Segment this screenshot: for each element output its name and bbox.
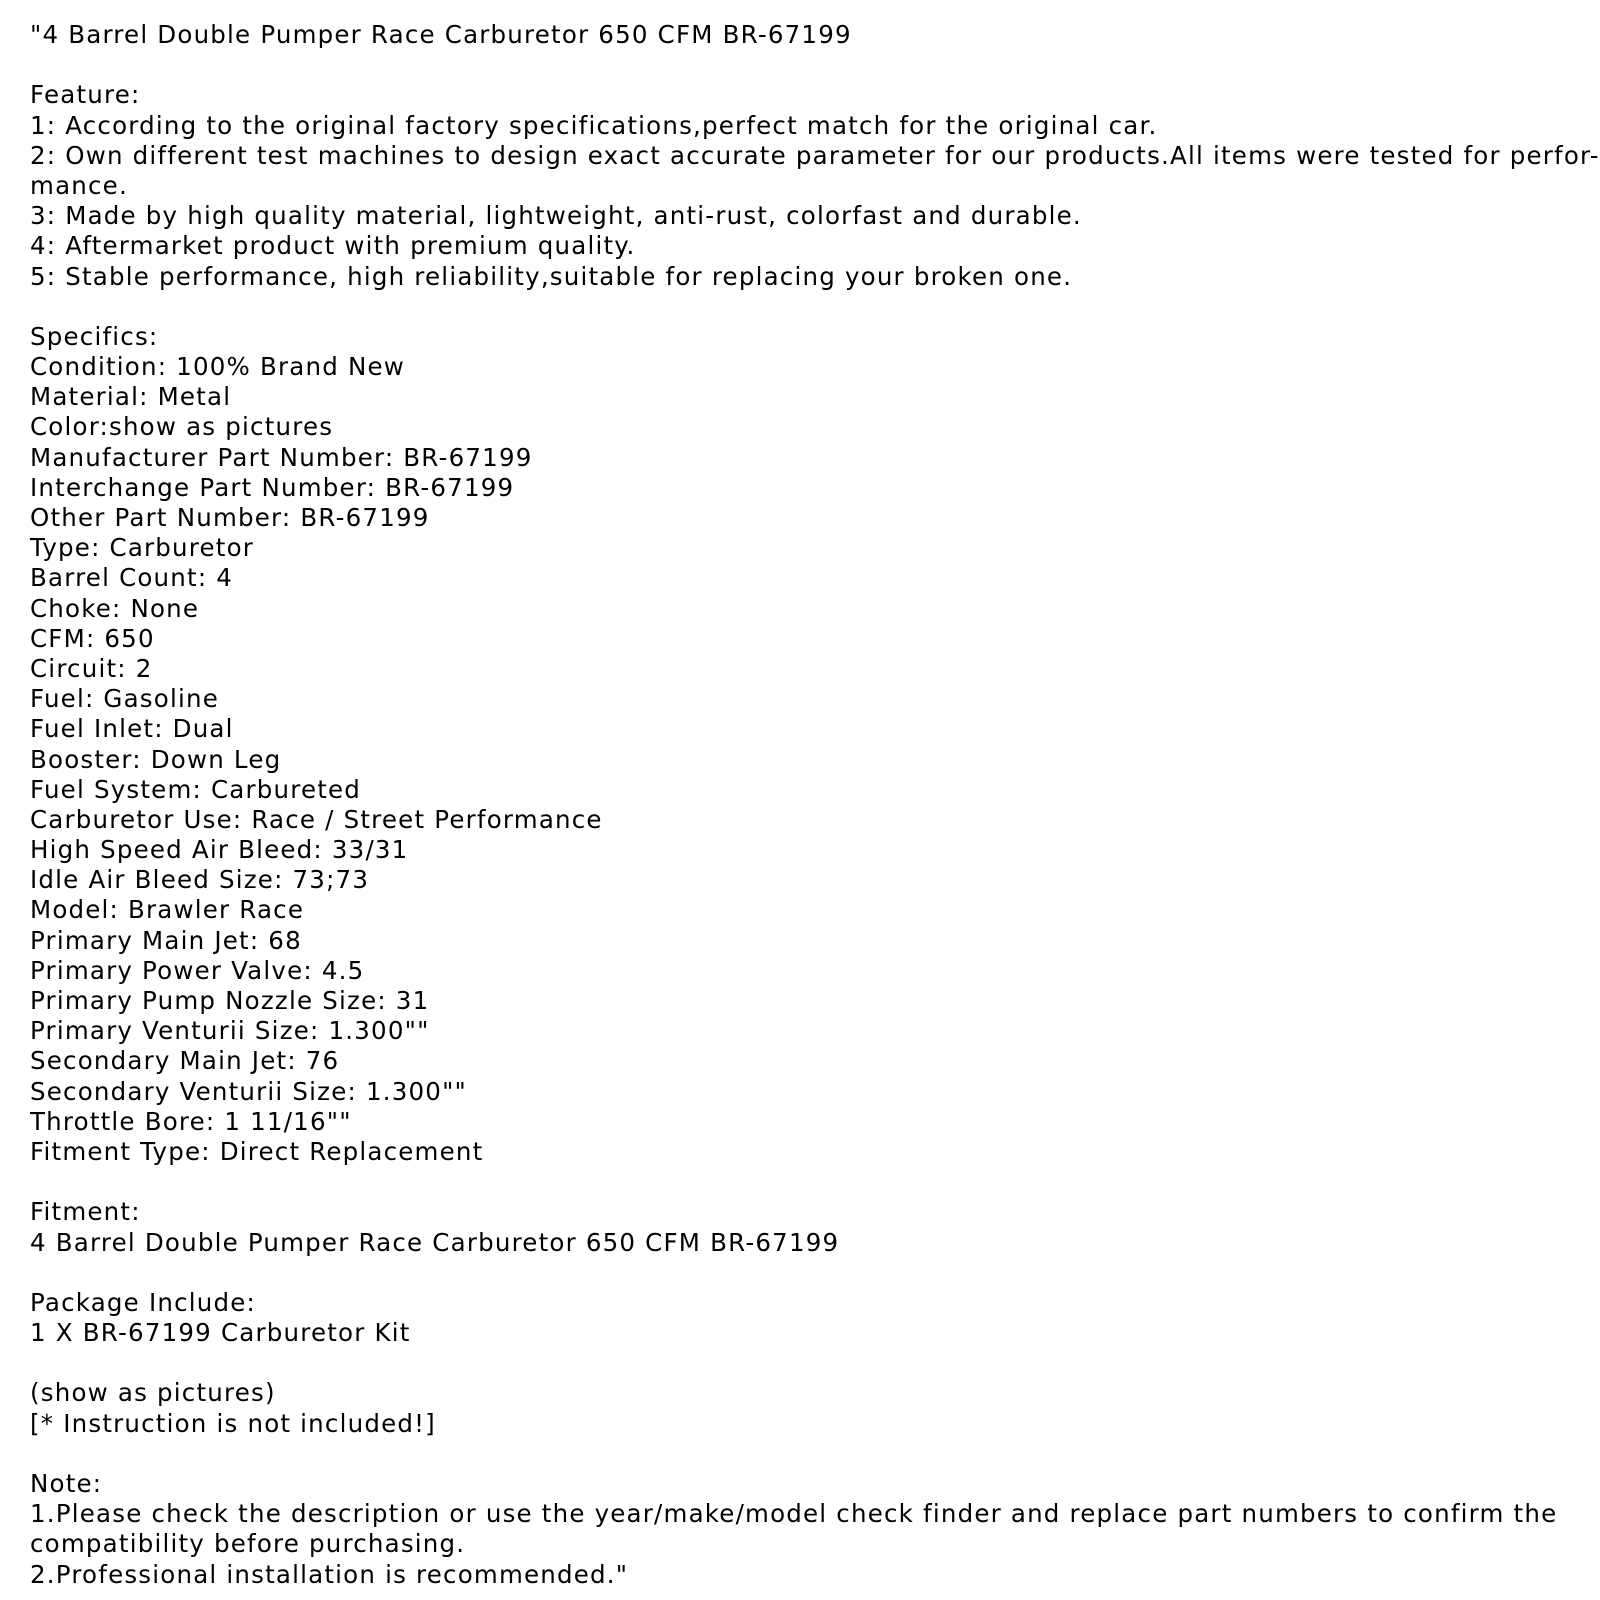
fitment-text: 4 Barrel Double Pumper Race Carburetor 650 CFM BR-67199 [30, 1227, 840, 1257]
spec-item: Fuel System: Carbureted [30, 774, 362, 804]
spec-item: CFM: 650 [30, 623, 155, 653]
instruction-note: [* Instruction is not included!] [30, 1408, 436, 1438]
spec-item: Secondary Main Jet: 76 [30, 1046, 340, 1076]
feature-item: 1: According to the original factory specifications,perfect match for the original car. [30, 110, 1158, 140]
spec-item: Primary Pump Nozzle Size: 31 [30, 986, 430, 1015]
spec-item: Carburetor Use: Race / Street Performance [30, 804, 603, 834]
note-list [30, 1499, 1580, 1590]
spec-item: High Speed Air Bleed: 33/31 [30, 835, 409, 865]
note-item: compatibility before purchasing. [30, 1529, 466, 1559]
spacer [30, 1258, 1580, 1288]
spacer [30, 292, 1580, 322]
pictures-note: (show as pictures) [30, 1378, 276, 1408]
spec-item: Primary Power Valve: 4.5 [30, 955, 365, 985]
spec-item: Throttle Bore: 1 11/16"" [30, 1106, 352, 1136]
spec-item: Condition: 100% Brand New [30, 352, 405, 382]
feature-item: 3: Made by high quality material, lightweight, anti-rust, colorfast and durable. [30, 201, 1082, 231]
feature-item: mance. [30, 170, 128, 200]
note-heading: Note: [30, 1469, 103, 1498]
spec-item: Primary Main Jet: 68 [30, 925, 302, 955]
spec-item: Fuel Inlet: Dual [30, 714, 234, 744]
note-item: 2.Professional installation is recommended." [30, 1559, 629, 1589]
spec-item: Other Part Number: BR-67199 [30, 503, 430, 532]
spec-item: Fuel: Gasoline [30, 684, 219, 714]
feature-item: 4: Aftermarket product with premium quality. [30, 231, 636, 261]
spec-item: Choke: None [30, 593, 200, 623]
spec-item: Model: Brawler Race [30, 895, 305, 925]
package-text: 1 X BR-67199 Carburetor Kit [30, 1318, 411, 1348]
spacer [30, 1348, 1580, 1378]
spacer [30, 50, 1580, 80]
feature-item: 5: Stable performance, high reliability,suitable for replacing your broken one. [30, 261, 1073, 291]
specifics-heading: Specifics: [30, 321, 159, 351]
spec-item: Primary Venturii Size: 1.300"" [30, 1016, 430, 1046]
spec-item: Circuit: 2 [30, 653, 153, 683]
spec-item: Material: Metal [30, 382, 232, 412]
spec-item: Color:show as pictures [30, 412, 334, 442]
note-item: 1.Please check the description or use the year/make/model check finder and replace part numbers to confirm the [30, 1499, 1558, 1529]
spacer [30, 1439, 1580, 1469]
spec-item: Manufacturer Part Number: BR-67199 [30, 442, 533, 472]
spacer [30, 1167, 1580, 1197]
spec-item: Secondary Venturii Size: 1.300"" [30, 1076, 468, 1106]
spec-item: Idle Air Bleed Size: 73;73 [30, 865, 370, 895]
feature-heading: Feature: [30, 80, 141, 110]
spec-item: Barrel Count: 4 [30, 563, 234, 593]
specifics-list [30, 352, 1580, 1167]
product-title: "4 Barrel Double Pumper Race Carburetor 650 CFM BR-67199 [30, 20, 852, 49]
fitment-heading: Fitment: [30, 1197, 141, 1227]
feature-list [30, 110, 1600, 292]
package-heading: Package Include: [30, 1287, 256, 1317]
product-description [30, 20, 1600, 1590]
spec-item: Fitment Type: Direct Replacement [30, 1136, 484, 1166]
spec-item: Type: Carburetor [30, 533, 255, 563]
spec-item: Interchange Part Number: BR-67199 [30, 472, 515, 502]
feature-item: 2: Own different test machines to design exact accurate parameter for our products.All items were tested for perfor- [30, 140, 1600, 170]
spec-item: Booster: Down Leg [30, 744, 282, 774]
